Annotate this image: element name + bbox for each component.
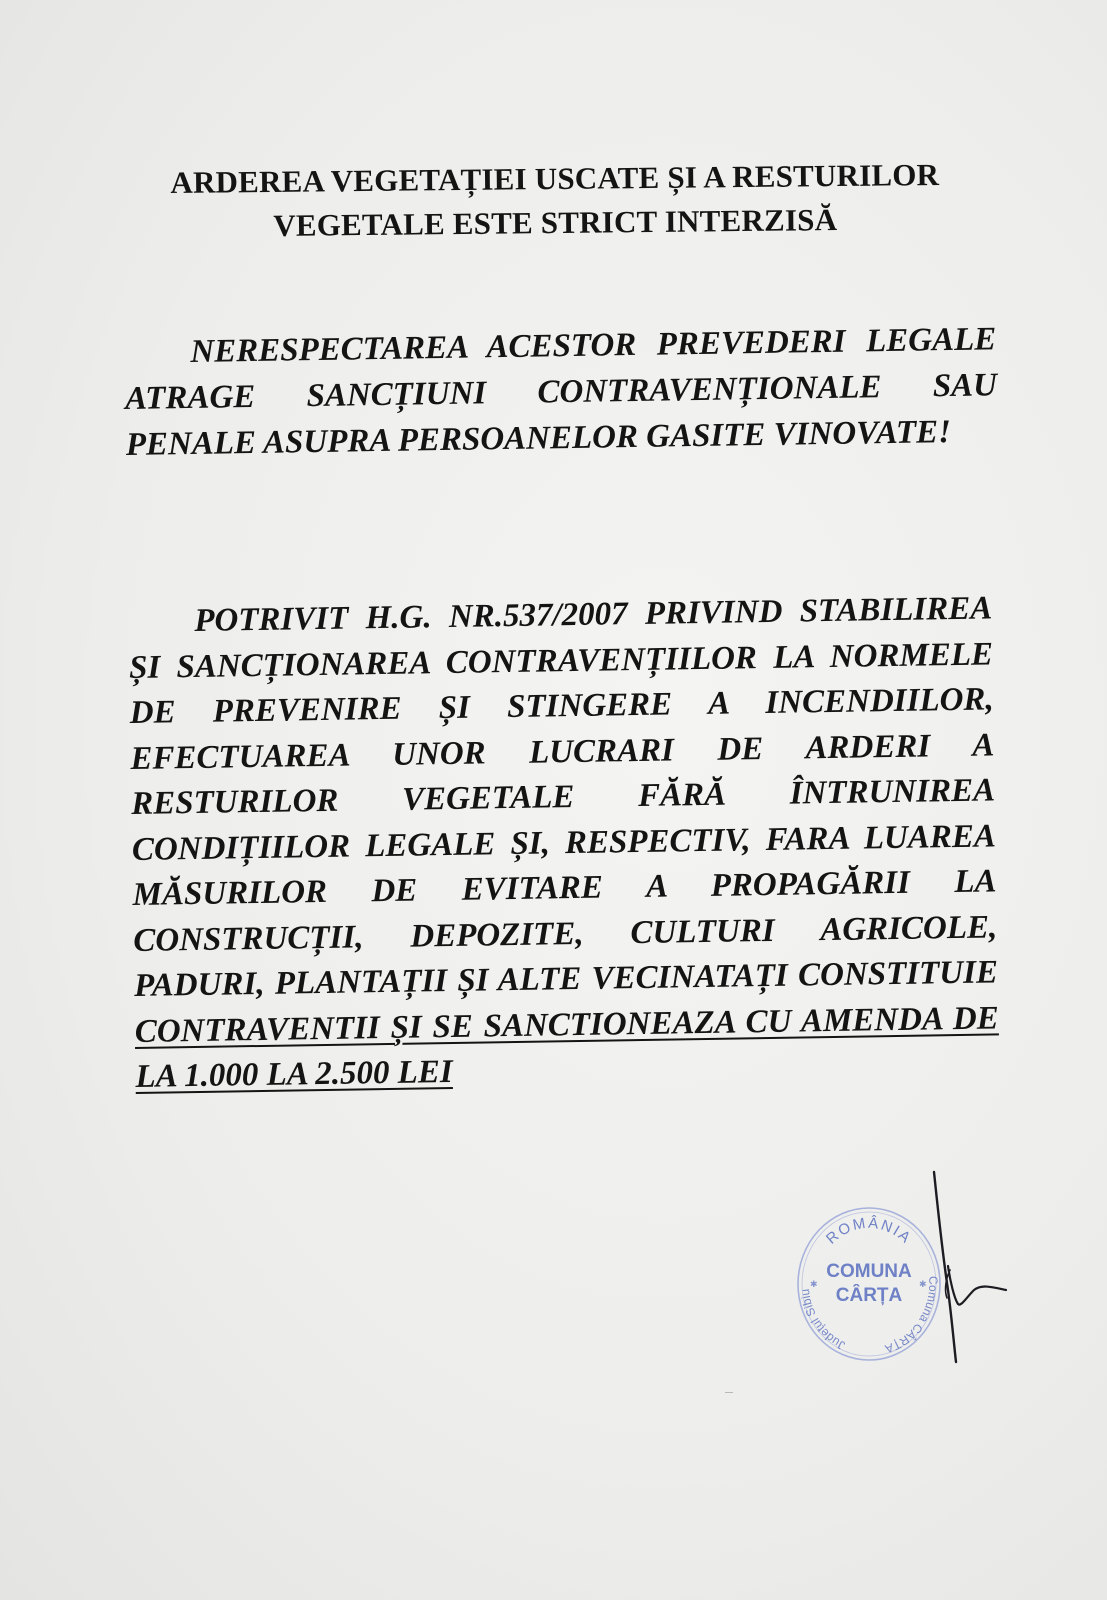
stamp-ring-left: Județul Sibiu bbox=[797, 1288, 848, 1353]
fine-amount-text: CONTRAVENTII ȘI SE SANCTIONEAZA CU AMENDA DE LA 1.000 LA 2.500 LEI bbox=[134, 999, 999, 1095]
stamp-ring-right: Comuna CÂRȚA bbox=[883, 1275, 941, 1357]
title-line-2: VEGETALE ESTE STRICT INTERZISĂ bbox=[273, 202, 838, 243]
svg-text:✱: ✱ bbox=[810, 1279, 818, 1289]
legal-paragraph-text: POTRIVIT H.G. NR.537/2007 PRIVIND STABILIREA ȘI SANCȚIONAREA CONTRAVENȚIILOR LA NORMELE DE PREVENIRE ȘI STINGERE A INCENDIILOR, EFECTUAREA UNOR LUCRARI DE ARDERI A RESTURILOR VEGETALE FĂRĂ ÎNTRUNIREA CONDIȚIILOR LEGALE ȘI, RESPECTIV, FARA LUAREA MĂSURILOR DE EVITARE A PROPAGĂRII LA CONSTRUCȚII, DEPOZITE, CULTURI AGRICOLE, PADURI, PLANTAȚII ȘI ALTE VECINATAȚI CONSTITUIE bbox=[128, 590, 999, 1004]
legal-paragraph bbox=[128, 586, 1000, 1100]
page-mark bbox=[725, 1392, 733, 1393]
stamp-center-line-2: CÂRȚA bbox=[835, 1285, 903, 1306]
handwritten-signature bbox=[920, 1170, 1020, 1380]
stamp-top-text: ROMÂNIA bbox=[823, 1214, 916, 1248]
warning-paragraph: NERESPECTAREA ACESTOR PREVEDERI LEGALE ATRAGE SANCȚIUNI CONTRAVENȚIONALE SAU PENALE ASUPRA PERSOANELOR GASITE VINOVATE! bbox=[124, 321, 998, 463]
notice-title bbox=[110, 152, 1001, 249]
svg-text:ROMÂNIA bbox=[823, 1215, 915, 1248]
stamp-center-line-1: COMUNA bbox=[826, 1261, 912, 1282]
title-line-1: ARDEREA VEGETAȚIEI USCATE ȘI A RESTURILOR bbox=[170, 156, 940, 201]
svg-text:✱: ✱ bbox=[919, 1279, 927, 1289]
